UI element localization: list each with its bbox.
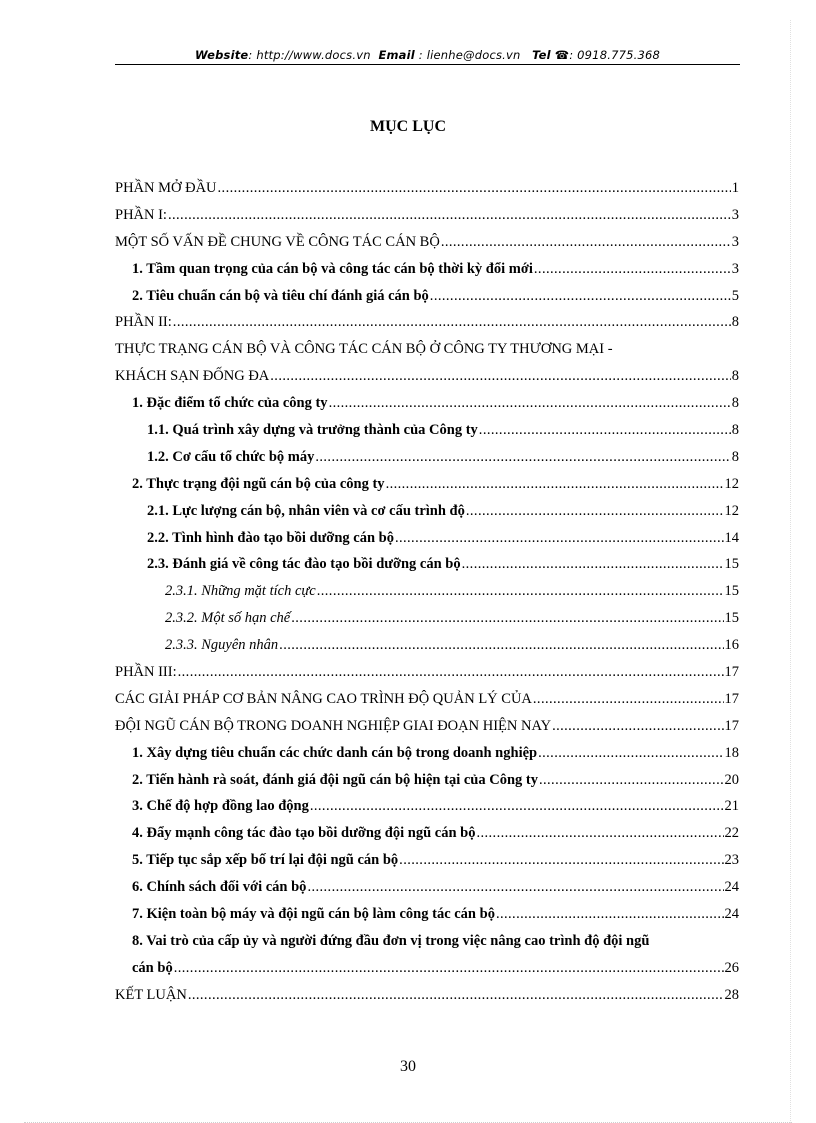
header-divider — [115, 64, 740, 65]
toc-leader-dots — [466, 503, 724, 520]
toc-leader-dots — [395, 530, 724, 547]
toc-entry-page: 3 — [731, 206, 739, 223]
toc-entry — [115, 687, 739, 714]
toc-entry-page: 17 — [724, 664, 739, 681]
toc-entry — [115, 203, 739, 230]
toc-entry — [115, 418, 739, 445]
toc-entry-page: 24 — [724, 906, 739, 923]
toc-leader-dots — [430, 288, 731, 305]
toc-leader-dots — [168, 207, 731, 224]
toc-leader-dots — [279, 637, 723, 654]
toc-entry-label: 2.3.3. Nguyên nhân — [165, 637, 279, 654]
toc-entry-page: 21 — [724, 798, 739, 815]
toc-leader-dots — [188, 987, 724, 1004]
toc-leader-dots — [178, 664, 724, 681]
page-number: 30 — [400, 1058, 416, 1075]
toc-entry-page: 17 — [724, 717, 739, 734]
toc-entry — [115, 929, 739, 956]
toc-title: MỤC LỤC — [370, 118, 446, 135]
toc-entry — [115, 579, 739, 606]
toc-entry — [115, 794, 739, 821]
toc-entry-page: 8 — [731, 368, 739, 385]
toc-entry — [115, 768, 739, 795]
toc-entry-label: PHẦN MỞ ĐẦU — [115, 180, 217, 196]
toc-leader-dots — [476, 825, 723, 842]
toc-entry-label: cán bộ — [132, 959, 173, 976]
toc-entry — [115, 552, 739, 579]
toc-leader-dots — [552, 718, 723, 735]
toc-entry-page: 12 — [724, 502, 739, 519]
toc-entry — [115, 714, 739, 741]
tel-label: Tel — [532, 48, 551, 62]
toc-entry-label: PHẦN III: — [115, 664, 177, 681]
toc-entry — [115, 606, 739, 633]
toc-entry-label: PHẦN II: — [115, 314, 172, 331]
toc-leader-dots — [534, 261, 731, 278]
toc-leader-dots — [173, 314, 731, 331]
toc-entry-label: 1.1. Quá trình xây dựng và trưởng thành của Công ty — [147, 422, 478, 439]
phone-icon: ☎ — [554, 48, 570, 62]
toc-entry-page: 20 — [724, 771, 739, 788]
toc-entry-label: 2.2. Tình hình đào tạo bồi dưỡng cán bộ — [147, 529, 394, 546]
toc-entry-label: 4. Đẩy mạnh công tác đào tạo bồi dưỡng đội ngũ cán bộ — [132, 825, 476, 842]
toc-leader-dots — [315, 449, 730, 466]
toc-entry — [115, 875, 739, 902]
toc-entry — [115, 391, 739, 418]
toc-entry — [115, 633, 739, 660]
toc-entry-page: 16 — [724, 637, 739, 654]
email-value: : lienhe@docs.vn — [418, 48, 521, 62]
toc-entry — [115, 337, 739, 364]
tel-value: : 0918.775.368 — [569, 48, 661, 62]
toc-entry-label: CÁC GIẢI PHÁP CƠ BẢN NÂNG CAO TRÌNH ĐỘ QUẢN LÝ CỦA — [115, 690, 532, 707]
toc-entry — [115, 526, 739, 553]
toc-leader-dots — [310, 798, 724, 815]
toc-entry-page: 17 — [724, 690, 739, 707]
toc-entry-page: 5 — [731, 287, 739, 304]
toc-entry-label: 1. Tầm quan trọng của cán bộ và công tác cán bộ thời kỳ đổi mới — [132, 260, 533, 277]
toc-entry-page: 12 — [724, 475, 739, 492]
toc-entry-label: 3. Chế độ hợp đồng lao động — [132, 798, 309, 815]
website-label: Website — [194, 48, 249, 62]
toc-entry-page: 15 — [724, 610, 739, 627]
toc-leader-dots — [538, 745, 723, 762]
toc-entry — [115, 472, 739, 499]
toc-entry-label: THỰC TRẠNG CÁN BỘ VÀ CÔNG TÁC CÁN BỘ Ở CÔNG TY THƯƠNG MẠI - — [115, 341, 613, 358]
toc-leader-dots — [539, 772, 724, 789]
toc-entry-label: 6. Chính sách đối với cán bộ — [132, 879, 307, 896]
toc-entry-page: 3 — [731, 260, 739, 277]
toc-entry — [115, 956, 739, 983]
toc-entry — [115, 257, 739, 284]
toc-entry — [115, 230, 739, 257]
toc-entry — [115, 902, 739, 929]
toc-leader-dots — [174, 960, 724, 977]
toc-entry-page: 1 — [731, 180, 739, 196]
toc-entry-label: 2. Tiến hành rà soát, đánh giá đội ngũ cán bộ hiện tại của Công ty — [132, 771, 538, 788]
toc-entry-label: 1. Xây dựng tiêu chuẩn các chức danh cán bộ trong doanh nghiệp — [132, 744, 538, 761]
toc-entry-label: 2. Thực trạng đội ngũ cán bộ của công ty — [132, 475, 385, 492]
toc-entry — [115, 741, 739, 768]
toc-entry-page: 15 — [724, 583, 739, 600]
toc-entry-label: PHẦN I: — [115, 206, 167, 223]
toc-entry — [115, 499, 739, 526]
toc-entry-page: 3 — [731, 233, 739, 250]
toc-leader-dots — [479, 422, 731, 439]
toc-leader-dots — [462, 556, 724, 573]
toc-entry — [115, 176, 739, 203]
toc-entry-page: 15 — [724, 556, 739, 573]
toc-entry-label: 2.3. Đánh giá về công tác đào tạo bồi dưỡng cán bộ — [147, 556, 461, 573]
toc-entry-label: KHÁCH SẠN ĐỐNG ĐA — [115, 368, 270, 385]
toc-leader-dots — [329, 395, 731, 412]
toc-entry-label: 7. Kiện toàn bộ máy và đội ngũ cán bộ làm công tác cán bộ — [132, 906, 495, 923]
toc-entry-page: 22 — [724, 825, 739, 842]
toc-entry-page: 8 — [731, 395, 739, 412]
toc-entry-label: KẾT LUẬN — [115, 986, 187, 1003]
toc-leader-dots — [317, 583, 724, 600]
toc-entry-page: 8 — [731, 314, 739, 331]
page-header — [115, 48, 740, 62]
toc-entry-label: 1.2. Cơ cấu tổ chức bộ máy — [147, 448, 315, 465]
toc-entry-label: 8. Vai trò của cấp ủy và người đứng đầu đơn vị trong việc nâng cao trình độ đội ngũ — [132, 932, 650, 949]
toc-entry-label: 1. Đặc điểm tổ chức của công ty — [132, 395, 328, 412]
toc-leader-dots — [496, 906, 724, 923]
page-edge-right — [790, 20, 791, 1123]
toc-entry-label: 2.1. Lực lượng cán bộ, nhân viên và cơ cấu trình độ — [147, 502, 465, 519]
toc-entry — [115, 310, 739, 337]
toc-entry-label: 2. Tiêu chuẩn cán bộ và tiêu chí đánh giá cán bộ — [132, 287, 429, 304]
website-value: : http://www.docs.vn — [248, 48, 371, 62]
toc-entry — [115, 821, 739, 848]
toc-leader-dots — [386, 476, 724, 493]
toc-entry-page: 23 — [724, 852, 739, 869]
toc-entry-label: 5. Tiếp tục sắp xếp bố trí lại đội ngũ cán bộ — [132, 852, 399, 869]
toc-entry — [115, 445, 739, 472]
toc-entry-page: 8 — [731, 448, 739, 465]
toc-entry — [115, 284, 739, 311]
toc-entry — [115, 660, 739, 687]
toc-entry-page: 24 — [724, 879, 739, 896]
toc-entry-label: MỘT SỐ VẤN ĐỀ CHUNG VỀ CÔNG TÁC CÁN BỘ — [115, 233, 440, 250]
toc-leader-dots — [270, 368, 730, 385]
toc-entry-page: 26 — [724, 959, 739, 976]
toc-leader-dots — [218, 180, 731, 197]
toc-leader-dots — [399, 852, 723, 869]
toc-entry-page: 14 — [724, 529, 739, 546]
toc-entry — [115, 364, 739, 391]
toc-entry — [115, 848, 739, 875]
toc-entry-label: 2.3.1. Những mặt tích cực — [165, 583, 316, 600]
toc-leader-dots — [291, 610, 723, 627]
toc-leader-dots — [533, 691, 724, 708]
table-of-contents — [115, 176, 739, 1010]
toc-leader-dots — [307, 879, 723, 896]
toc-entry-page: 18 — [724, 744, 739, 761]
toc-leader-dots — [441, 234, 731, 251]
toc-entry-page: 8 — [731, 422, 739, 439]
toc-entry — [115, 983, 739, 1010]
toc-entry-label: 2.3.2. Một số hạn chế — [165, 610, 291, 627]
toc-entry-page: 28 — [724, 986, 739, 1003]
email-label: Email — [378, 48, 415, 62]
toc-entry-label: ĐỘI NGŨ CÁN BỘ TRONG DOANH NGHIỆP GIAI ĐOẠN HIỆN NAY — [115, 717, 552, 734]
